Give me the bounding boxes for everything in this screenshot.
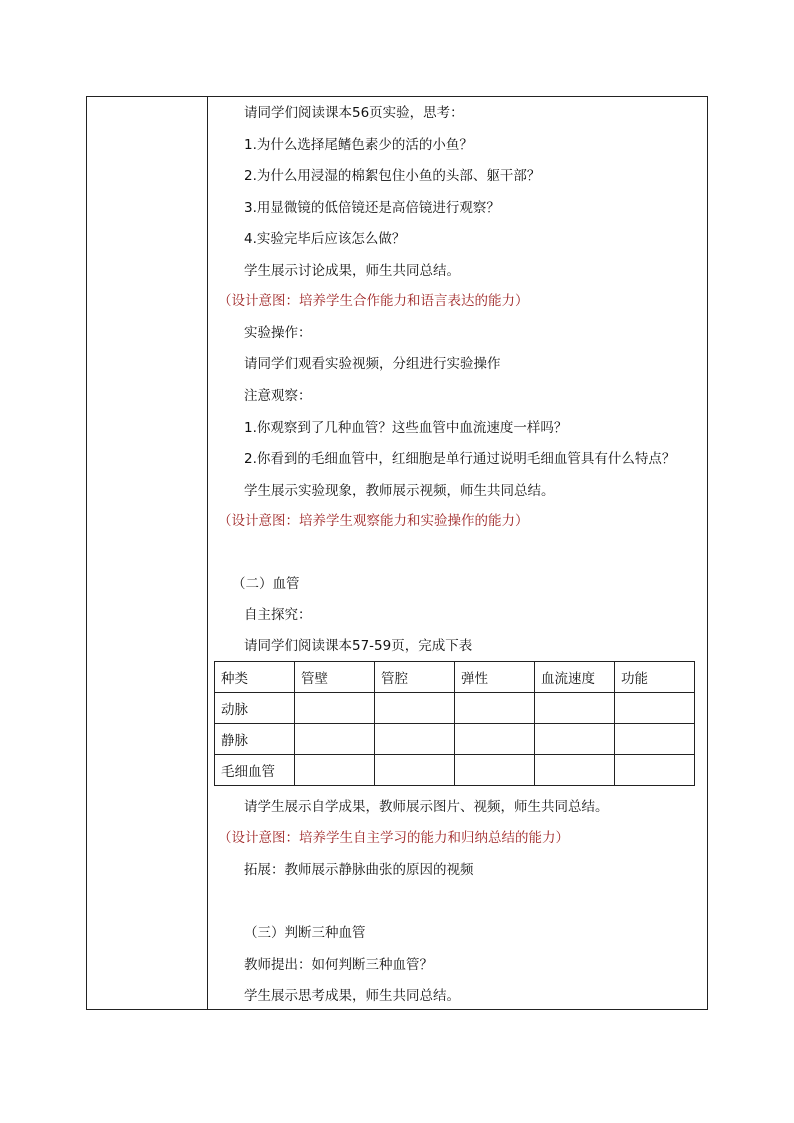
table-header-cell: 种类 [215, 662, 295, 693]
table-header-cell: 功能 [615, 662, 695, 693]
table-row [215, 724, 695, 755]
text-line: 学生展示思考成果，师生共同总结。 [244, 988, 460, 1004]
table-row-label: 毛细血管 [215, 755, 295, 786]
table-cell [295, 693, 375, 724]
table-cell [615, 724, 695, 755]
table-cell [535, 693, 615, 724]
table-cell [375, 755, 455, 786]
column-divider [207, 96, 208, 1010]
text-line: 教师提出：如何判断三种血管？ [244, 957, 433, 973]
text-line: 1.为什么选择尾鳍色素少的活的小鱼？ [244, 137, 473, 153]
table-header-cell: 血流速度 [535, 662, 615, 693]
table-header-cell: 管腔 [375, 662, 455, 693]
table-cell [375, 693, 455, 724]
text-line: 拓展：教师展示静脉曲张的原因的视频 [244, 862, 474, 878]
design-intent-note: （设计意图：培养学生观察能力和实验操作的能力） [218, 513, 529, 529]
text-line: 3.用显微镜的低倍镜还是高倍镜进行观察？ [244, 200, 500, 216]
table-cell [375, 724, 455, 755]
text-line: 请同学们观看实验视频，分组进行实验操作 [244, 356, 501, 372]
text-line: 请学生展示自学成果，教师展示图片、视频，师生共同总结。 [244, 799, 609, 815]
table-row-label: 静脉 [215, 724, 295, 755]
table-cell [615, 755, 695, 786]
table-cell [535, 724, 615, 755]
text-line: 实验操作： [244, 325, 312, 341]
text-line: 请同学们阅读课本56页实验，思考： [244, 105, 464, 121]
text-line: 2.你看到的毛细血管中，红细胞是单行通过说明毛细血管具有什么特点？ [244, 451, 676, 467]
text-line: 请同学们阅读课本57-59页，完成下表 [244, 638, 473, 654]
text-line: 自主探究： [244, 607, 312, 623]
table-cell [535, 755, 615, 786]
table-cell [615, 693, 695, 724]
table-cell [455, 693, 535, 724]
vessel-comparison-table [214, 661, 695, 786]
table-header-row [215, 662, 695, 693]
section-heading: （三）判断三种血管 [244, 925, 366, 941]
table-cell [295, 755, 375, 786]
text-line: 1.你观察到了几种血管？这些血管中血流速度一样吗？ [244, 420, 568, 436]
table-header-cell: 弹性 [455, 662, 535, 693]
text-line: 注意观察： [244, 388, 312, 404]
text-line: 学生展示讨论成果，师生共同总结。 [244, 263, 460, 279]
table-cell [455, 755, 535, 786]
text-line: 2.为什么用浸湿的棉絮包住小鱼的头部、躯干部？ [244, 168, 541, 184]
text-line: 4.实验完毕后应该怎么做？ [244, 231, 406, 247]
design-intent-note: （设计意图：培养学生合作能力和语言表达的能力） [218, 293, 529, 309]
design-intent-note: （设计意图：培养学生自主学习的能力和归纳总结的能力） [218, 830, 569, 846]
table-row [215, 693, 695, 724]
table-cell [455, 724, 535, 755]
table-row [215, 755, 695, 786]
table-cell [295, 724, 375, 755]
section-heading: （二）血管 [232, 576, 300, 592]
text-line: 学生展示实验现象，教师展示视频，师生共同总结。 [244, 483, 555, 499]
table-row-label: 动脉 [215, 693, 295, 724]
table-header-cell: 管壁 [295, 662, 375, 693]
